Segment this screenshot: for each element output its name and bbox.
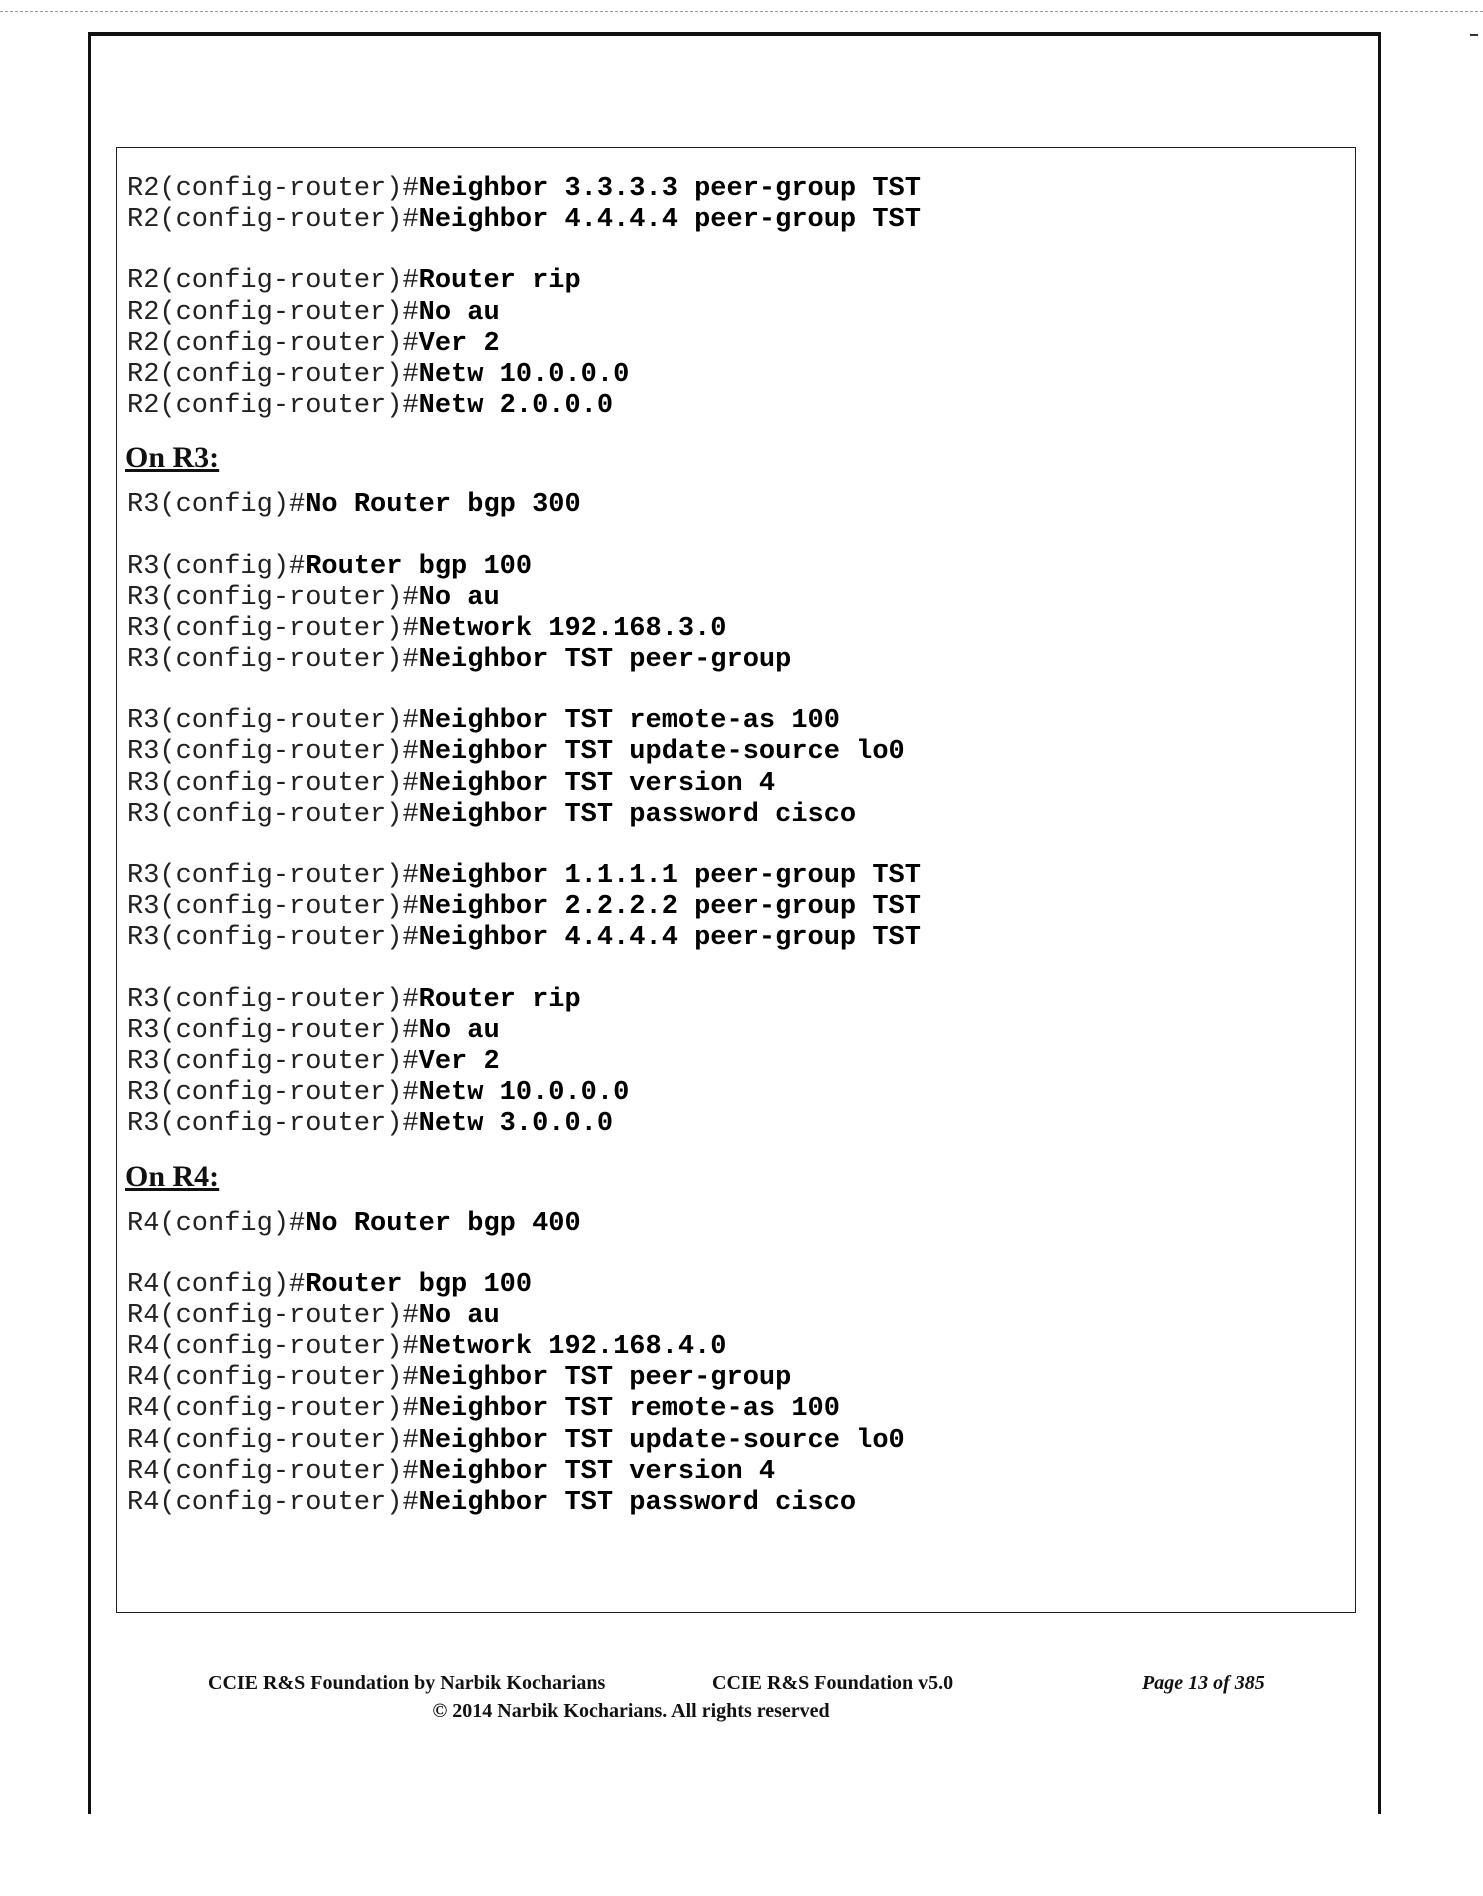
config-line xyxy=(117,645,1355,676)
cli-prompt: R3(config-router)# xyxy=(127,861,419,891)
cli-prompt: R3(config-router)# xyxy=(127,984,419,1015)
config-line xyxy=(117,706,1355,737)
config-line xyxy=(117,1426,1355,1457)
cli-command: Neighbor TST update-source lo0 xyxy=(418,1425,905,1456)
config-line xyxy=(117,1394,1355,1425)
cli-command: Netw 3.0.0.0 xyxy=(418,1109,614,1140)
section-heading: On R3: xyxy=(125,441,220,475)
cli-command: Neighbor 3.3.3.3 peer-group TST xyxy=(418,174,921,204)
config-line xyxy=(117,1332,1355,1363)
config-line xyxy=(117,490,1355,521)
blank-line xyxy=(117,236,1355,266)
cli-prompt: R3(config-router)# xyxy=(127,1078,419,1109)
config-line xyxy=(117,1209,1355,1240)
cli-command: No Router bgp 300 xyxy=(305,490,581,521)
cli-prompt: R4(config-router)# xyxy=(127,1456,419,1487)
cli-prompt: R3(config-router)# xyxy=(127,1109,419,1140)
cli-command: Router rip xyxy=(418,266,581,297)
cli-prompt: R4(config-router)# xyxy=(127,1488,419,1518)
cli-prompt: R3(config-router)# xyxy=(127,582,419,613)
config-line xyxy=(117,1078,1355,1109)
config-line xyxy=(117,1488,1355,1519)
cli-command: Network 192.168.4.0 xyxy=(418,1332,727,1363)
scan-edge-mark xyxy=(1470,34,1478,36)
cli-prompt: R2(config-router)# xyxy=(127,391,419,422)
config-line xyxy=(117,298,1355,329)
cli-command: Neighbor 4.4.4.4 peer-group TST xyxy=(418,205,921,236)
config-line xyxy=(117,1270,1355,1301)
cli-prompt: R3(config-router)# xyxy=(127,1046,419,1077)
config-line xyxy=(117,329,1355,360)
cli-command: No au xyxy=(418,582,500,613)
config-line xyxy=(117,1363,1355,1394)
cli-command: Neighbor 2.2.2.2 peer-group TST xyxy=(418,892,921,923)
cli-command: Neighbor TST password cisco xyxy=(418,1488,857,1518)
cli-prompt: R3(config)# xyxy=(127,551,306,582)
cli-command: Router rip xyxy=(418,984,581,1015)
cli-command: No Router bgp 400 xyxy=(305,1208,581,1239)
cli-command: Neighbor TST update-source lo0 xyxy=(418,737,905,768)
cli-prompt: R3(config-router)# xyxy=(127,613,419,644)
cli-command: Neighbor TST peer-group xyxy=(418,645,792,676)
cli-prompt: R4(config-router)# xyxy=(127,1363,419,1394)
cli-command: Ver 2 xyxy=(418,1046,500,1077)
cli-command: Neighbor TST version 4 xyxy=(418,768,776,799)
cli-command: No au xyxy=(418,1015,500,1046)
footer-book-title: CCIE R&S Foundation by Narbik Kocharians xyxy=(208,1672,606,1694)
config-line xyxy=(117,800,1355,831)
cli-prompt: R3(config-router)# xyxy=(127,645,419,676)
config-line xyxy=(117,360,1355,391)
config-line xyxy=(117,391,1355,422)
blank-line xyxy=(117,1240,1355,1270)
cli-command: Ver 2 xyxy=(418,328,500,359)
cli-command: No au xyxy=(418,297,500,328)
config-line xyxy=(117,552,1355,583)
cli-prompt: R2(config-router)# xyxy=(127,266,419,297)
config-code-box xyxy=(116,147,1356,1613)
cli-command: Neighbor 4.4.4.4 peer-group TST xyxy=(418,923,921,954)
config-line xyxy=(117,583,1355,614)
cli-command: Neighbor TST peer-group xyxy=(418,1363,792,1394)
config-line xyxy=(117,1047,1355,1078)
cli-prompt: R3(config-router)# xyxy=(127,1015,419,1046)
config-line xyxy=(117,737,1355,768)
config-line xyxy=(117,174,1355,205)
cli-command: Network 192.168.3.0 xyxy=(418,613,727,644)
config-line xyxy=(117,1457,1355,1488)
config-line xyxy=(117,923,1355,954)
config-line xyxy=(117,614,1355,645)
footer-copyright: © 2014 Narbik Kocharians. All rights reserved xyxy=(432,1700,830,1722)
cli-prompt: R3(config-router)# xyxy=(127,892,419,923)
scan-edge-line xyxy=(0,11,1483,12)
cli-command: Neighbor TST password cisco xyxy=(418,799,857,830)
config-line xyxy=(117,769,1355,800)
cli-prompt: R3(config-router)# xyxy=(127,923,419,954)
cli-prompt: R3(config-router)# xyxy=(127,706,419,737)
section-heading: On R4: xyxy=(125,1159,220,1193)
cli-command: Netw 10.0.0.0 xyxy=(418,1078,630,1109)
config-line xyxy=(117,1301,1355,1332)
config-line xyxy=(117,1016,1355,1047)
cli-command: No au xyxy=(418,1300,500,1331)
cli-prompt: R4(config)# xyxy=(127,1208,306,1239)
blank-line xyxy=(117,831,1355,861)
cli-command: Neighbor TST version 4 xyxy=(418,1456,776,1487)
config-line xyxy=(117,205,1355,236)
cli-prompt: R4(config-router)# xyxy=(127,1300,419,1331)
blank-line xyxy=(117,676,1355,706)
cli-command: Neighbor TST remote-as 100 xyxy=(418,706,840,737)
config-line xyxy=(117,1109,1355,1140)
cli-prompt: R2(config-router)# xyxy=(127,359,419,390)
cli-command: Router bgp 100 xyxy=(305,1269,533,1300)
cli-command: Netw 2.0.0.0 xyxy=(418,391,614,422)
cli-prompt: R2(config-router)# xyxy=(127,297,419,328)
cli-prompt: R2(config-router)# xyxy=(127,328,419,359)
cli-prompt: R3(config)# xyxy=(127,490,306,521)
cli-command: Neighbor 1.1.1.1 peer-group TST xyxy=(418,861,921,891)
blank-line xyxy=(117,955,1355,985)
cli-prompt: R2(config-router)# xyxy=(127,174,419,204)
config-line xyxy=(117,892,1355,923)
cli-prompt: R3(config-router)# xyxy=(127,737,419,768)
cli-prompt: R4(config-router)# xyxy=(127,1332,419,1363)
footer-page-number: Page 13 of 385 xyxy=(1142,1672,1265,1694)
cli-prompt: R3(config-router)# xyxy=(127,768,419,799)
cli-prompt: R4(config)# xyxy=(127,1269,306,1300)
config-line xyxy=(117,985,1355,1016)
cli-command: Neighbor TST remote-as 100 xyxy=(418,1394,840,1425)
blank-line xyxy=(117,522,1355,552)
footer-version: CCIE R&S Foundation v5.0 xyxy=(712,1672,954,1694)
cli-prompt: R4(config-router)# xyxy=(127,1394,419,1425)
cli-prompt: R3(config-router)# xyxy=(127,799,419,830)
cli-prompt: R4(config-router)# xyxy=(127,1425,419,1456)
cli-prompt: R2(config-router)# xyxy=(127,205,419,236)
config-line xyxy=(117,861,1355,892)
cli-command: Netw 10.0.0.0 xyxy=(418,359,630,390)
config-line xyxy=(117,266,1355,297)
cli-command: Router bgp 100 xyxy=(305,551,533,582)
